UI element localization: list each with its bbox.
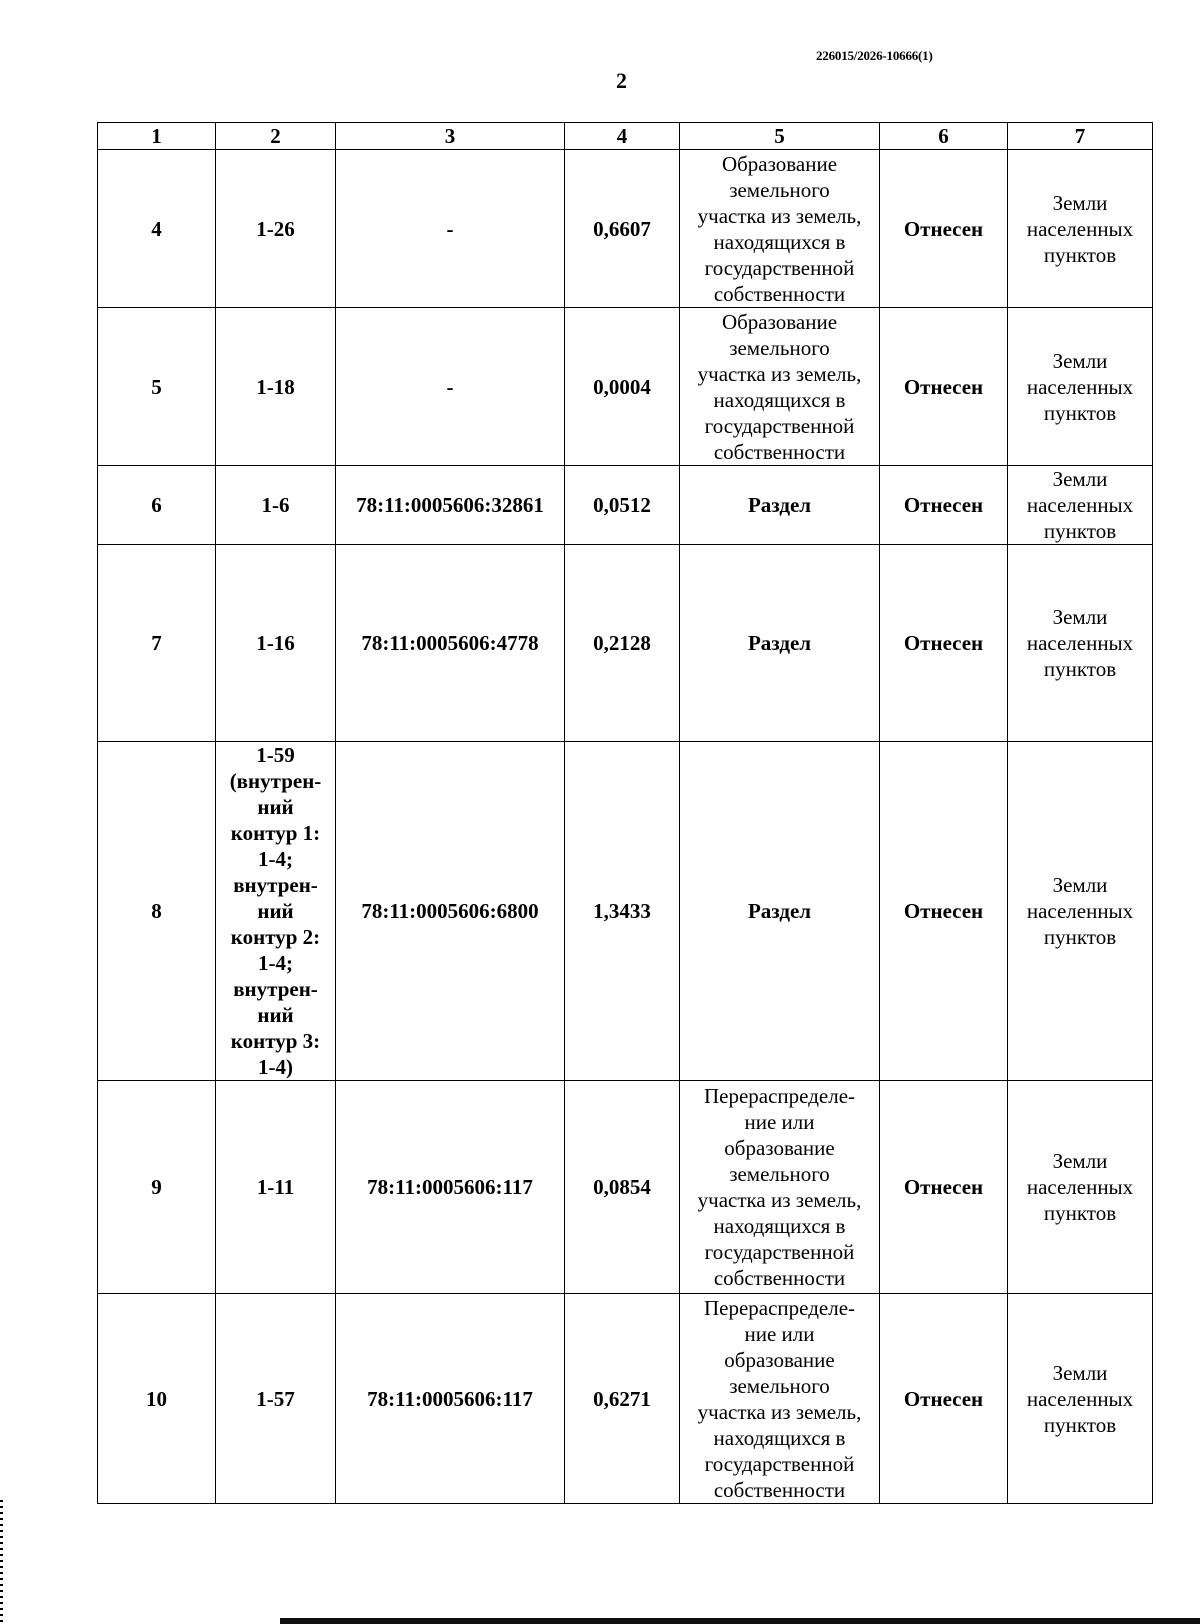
cell-line: Земли [1052, 605, 1108, 629]
cell-line: образование [724, 1136, 835, 1160]
cell-text: 7 [151, 631, 162, 655]
cell-text: 5 [151, 374, 162, 399]
table-row [98, 1081, 1153, 1294]
column-header: 1 [98, 123, 216, 150]
cell-line: земельного [729, 1162, 830, 1186]
cadastral-number-cell [336, 1081, 565, 1294]
area-cell [565, 308, 680, 466]
cell-text: 1,3433 [593, 899, 651, 923]
table-row [98, 1294, 1153, 1504]
cell-line: внутрен- [233, 977, 318, 1001]
cadastral-number-cell [336, 150, 565, 308]
points-cell [216, 545, 336, 742]
area-cell [565, 545, 680, 742]
row-number-cell [98, 466, 216, 545]
cell-text: 78:11:0005606:117 [367, 1175, 533, 1199]
row-number-cell [98, 1294, 216, 1504]
cell-line: участка из земель, [697, 361, 862, 386]
points-cell [216, 1294, 336, 1504]
category-status-cell [880, 308, 1008, 466]
cell-line: 1-57 [256, 1386, 295, 1411]
cell-text: 0,0854 [593, 1175, 651, 1199]
cell-line: земельного [729, 177, 830, 202]
cell-text: Отнесен [903, 1175, 984, 1199]
row-number-cell [98, 308, 216, 466]
cell-line: ний [257, 899, 294, 923]
row-number-cell [98, 150, 216, 308]
cell-line: собственности [713, 281, 846, 306]
land-category-cell [1008, 742, 1153, 1081]
page-number: 2 [616, 68, 627, 93]
cell-text: Отнесен [903, 899, 984, 923]
cell-text: 78:11:0005606:6800 [361, 899, 539, 923]
scan-edge-marks [0, 1500, 3, 1624]
cell-line: ние или [744, 1110, 815, 1134]
points-cell [216, 150, 336, 308]
cell-text: 0,2128 [593, 631, 651, 655]
cell-line: внутрен- [233, 873, 318, 897]
cell-line: населенных [1026, 374, 1134, 399]
cell-line: государственной [704, 255, 855, 280]
cadastral-number-cell [336, 308, 565, 466]
land-category-cell [1008, 1294, 1153, 1504]
area-cell [565, 1081, 680, 1294]
cell-line: 1-16 [256, 631, 295, 655]
cell-line: населенных [1026, 1175, 1134, 1199]
area-cell [565, 742, 680, 1081]
cell-line: участка из земель, [697, 203, 862, 228]
cell-line: населенных [1026, 493, 1134, 517]
cell-text: 0,6271 [593, 1386, 651, 1411]
cell-line: 1-59 [256, 743, 295, 767]
cell-line: собственности [713, 439, 846, 464]
table-row [98, 742, 1153, 1081]
cell-line: населенных [1026, 899, 1134, 923]
table-row [98, 466, 1153, 545]
cell-line: 1-18 [256, 374, 295, 399]
points-cell [216, 308, 336, 466]
column-header: 7 [1008, 123, 1153, 150]
land-category-cell [1008, 545, 1153, 742]
cell-text: 0,0004 [593, 374, 651, 399]
cell-line: пунктов [1043, 519, 1117, 543]
cell-line: образование [724, 1347, 835, 1372]
cadastral-number-cell [336, 742, 565, 1081]
cell-text: 6 [151, 493, 162, 517]
cell-line: Образование [721, 151, 838, 176]
cell-text: Отнесен [903, 374, 984, 399]
column-header: 5 [680, 123, 880, 150]
cell-text: 78:11:0005606:4778 [361, 631, 539, 655]
column-header: 4 [565, 123, 680, 150]
scan-border-line [280, 1618, 1200, 1624]
cell-line: Перераспределе- [703, 1295, 856, 1320]
column-header: 3 [336, 123, 565, 150]
cell-line: государственной [704, 1240, 855, 1264]
cell-text: - [446, 374, 454, 399]
cell-line: Раздел [747, 899, 812, 923]
cell-text: 0,0512 [593, 493, 651, 517]
category-status-cell [880, 545, 1008, 742]
land-category-cell [1008, 308, 1153, 466]
cell-line: ний [257, 795, 294, 819]
cell-line: пунктов [1043, 657, 1117, 681]
area-cell [565, 150, 680, 308]
cell-line: Земли [1052, 1149, 1108, 1173]
cell-text: 10 [146, 1386, 167, 1411]
area-cell [565, 1294, 680, 1504]
cell-line: ний [257, 1003, 294, 1027]
cell-line: Раздел [747, 631, 812, 655]
cell-line: участка из земель, [697, 1399, 862, 1424]
category-status-cell [880, 742, 1008, 1081]
cell-line: Перераспределе- [703, 1084, 856, 1108]
land-category-cell [1008, 150, 1153, 308]
category-status-cell [880, 1294, 1008, 1504]
cell-text: Отнесен [903, 493, 984, 517]
cell-line: Земли [1052, 190, 1108, 215]
formation-method-cell [680, 466, 880, 545]
land-plots-table [97, 122, 1153, 1504]
cell-line: населенных [1026, 1386, 1134, 1411]
row-number-cell [98, 545, 216, 742]
formation-method-cell [680, 1294, 880, 1504]
cell-line: земельного [729, 1373, 830, 1398]
cell-line: находящихся в [713, 1425, 846, 1450]
cell-line: пунктов [1043, 925, 1117, 949]
cell-line: 1-6 [261, 493, 290, 517]
cell-line: пунктов [1043, 1412, 1117, 1437]
cell-line: 1-26 [256, 216, 295, 241]
cell-line: населенных [1026, 631, 1134, 655]
cell-text: 4 [151, 216, 162, 241]
cell-text: Отнесен [903, 631, 984, 655]
table-row [98, 545, 1153, 742]
formation-method-cell [680, 1081, 880, 1294]
cell-text: Отнесен [903, 216, 984, 241]
cell-line: пунктов [1043, 1201, 1117, 1225]
cell-text: 8 [151, 899, 162, 923]
points-cell [216, 1081, 336, 1294]
document-number: 226015/2026-10666(1) [816, 48, 933, 63]
cell-text: 9 [151, 1175, 162, 1199]
cell-line: собственности [713, 1477, 846, 1502]
table-header-row [98, 123, 1153, 150]
cell-line: находящихся в [713, 1214, 846, 1238]
cell-line: Раздел [747, 493, 812, 517]
cell-text: - [446, 216, 454, 241]
cell-line: ние или [744, 1321, 815, 1346]
points-cell [216, 466, 336, 545]
cell-line: контур 3: [230, 1029, 321, 1053]
cell-line: 1-11 [256, 1175, 295, 1199]
row-number-cell [98, 1081, 216, 1294]
cell-line: Земли [1052, 348, 1108, 373]
cell-line: государственной [704, 413, 855, 438]
cell-line: контур 2: [230, 925, 321, 949]
cell-line: Земли [1052, 873, 1108, 897]
cell-text: 0,6607 [593, 216, 651, 241]
cell-line: населенных [1026, 216, 1134, 241]
cell-line: 1-4) [258, 1055, 293, 1079]
cell-line: Земли [1052, 1360, 1108, 1385]
cell-line: Земли [1052, 467, 1108, 491]
category-status-cell [880, 466, 1008, 545]
row-number-cell [98, 742, 216, 1081]
cell-line: земельного [729, 335, 830, 360]
formation-method-cell [680, 545, 880, 742]
cadastral-number-cell [336, 545, 565, 742]
cell-line: пунктов [1043, 242, 1117, 267]
table-row [98, 150, 1153, 308]
cell-line: (внутрен- [229, 769, 322, 793]
table-row [98, 308, 1153, 466]
formation-method-cell [680, 308, 880, 466]
cell-line: находящихся в [713, 387, 846, 412]
points-cell [216, 742, 336, 1081]
category-status-cell [880, 150, 1008, 308]
column-header: 2 [216, 123, 336, 150]
area-cell [565, 466, 680, 545]
formation-method-cell [680, 742, 880, 1081]
cell-line: 1-4; [258, 951, 293, 975]
cell-line: пунктов [1043, 400, 1117, 425]
cell-line: собственности [713, 1266, 846, 1290]
column-header: 6 [880, 123, 1008, 150]
land-category-cell [1008, 466, 1153, 545]
cell-line: контур 1: [230, 821, 321, 845]
category-status-cell [880, 1081, 1008, 1294]
cell-line: находящихся в [713, 229, 846, 254]
formation-method-cell [680, 150, 880, 308]
cell-line: государственной [704, 1451, 855, 1476]
cell-text: Отнесен [903, 1386, 984, 1411]
land-category-cell [1008, 1081, 1153, 1294]
cell-text: 78:11:0005606:117 [367, 1386, 533, 1411]
cell-line: 1-4; [258, 847, 293, 871]
cell-line: участка из земель, [697, 1188, 862, 1212]
cell-line: Образование [721, 309, 838, 334]
cell-text: 78:11:0005606:32861 [356, 493, 544, 517]
cadastral-number-cell [336, 466, 565, 545]
cadastral-number-cell [336, 1294, 565, 1504]
